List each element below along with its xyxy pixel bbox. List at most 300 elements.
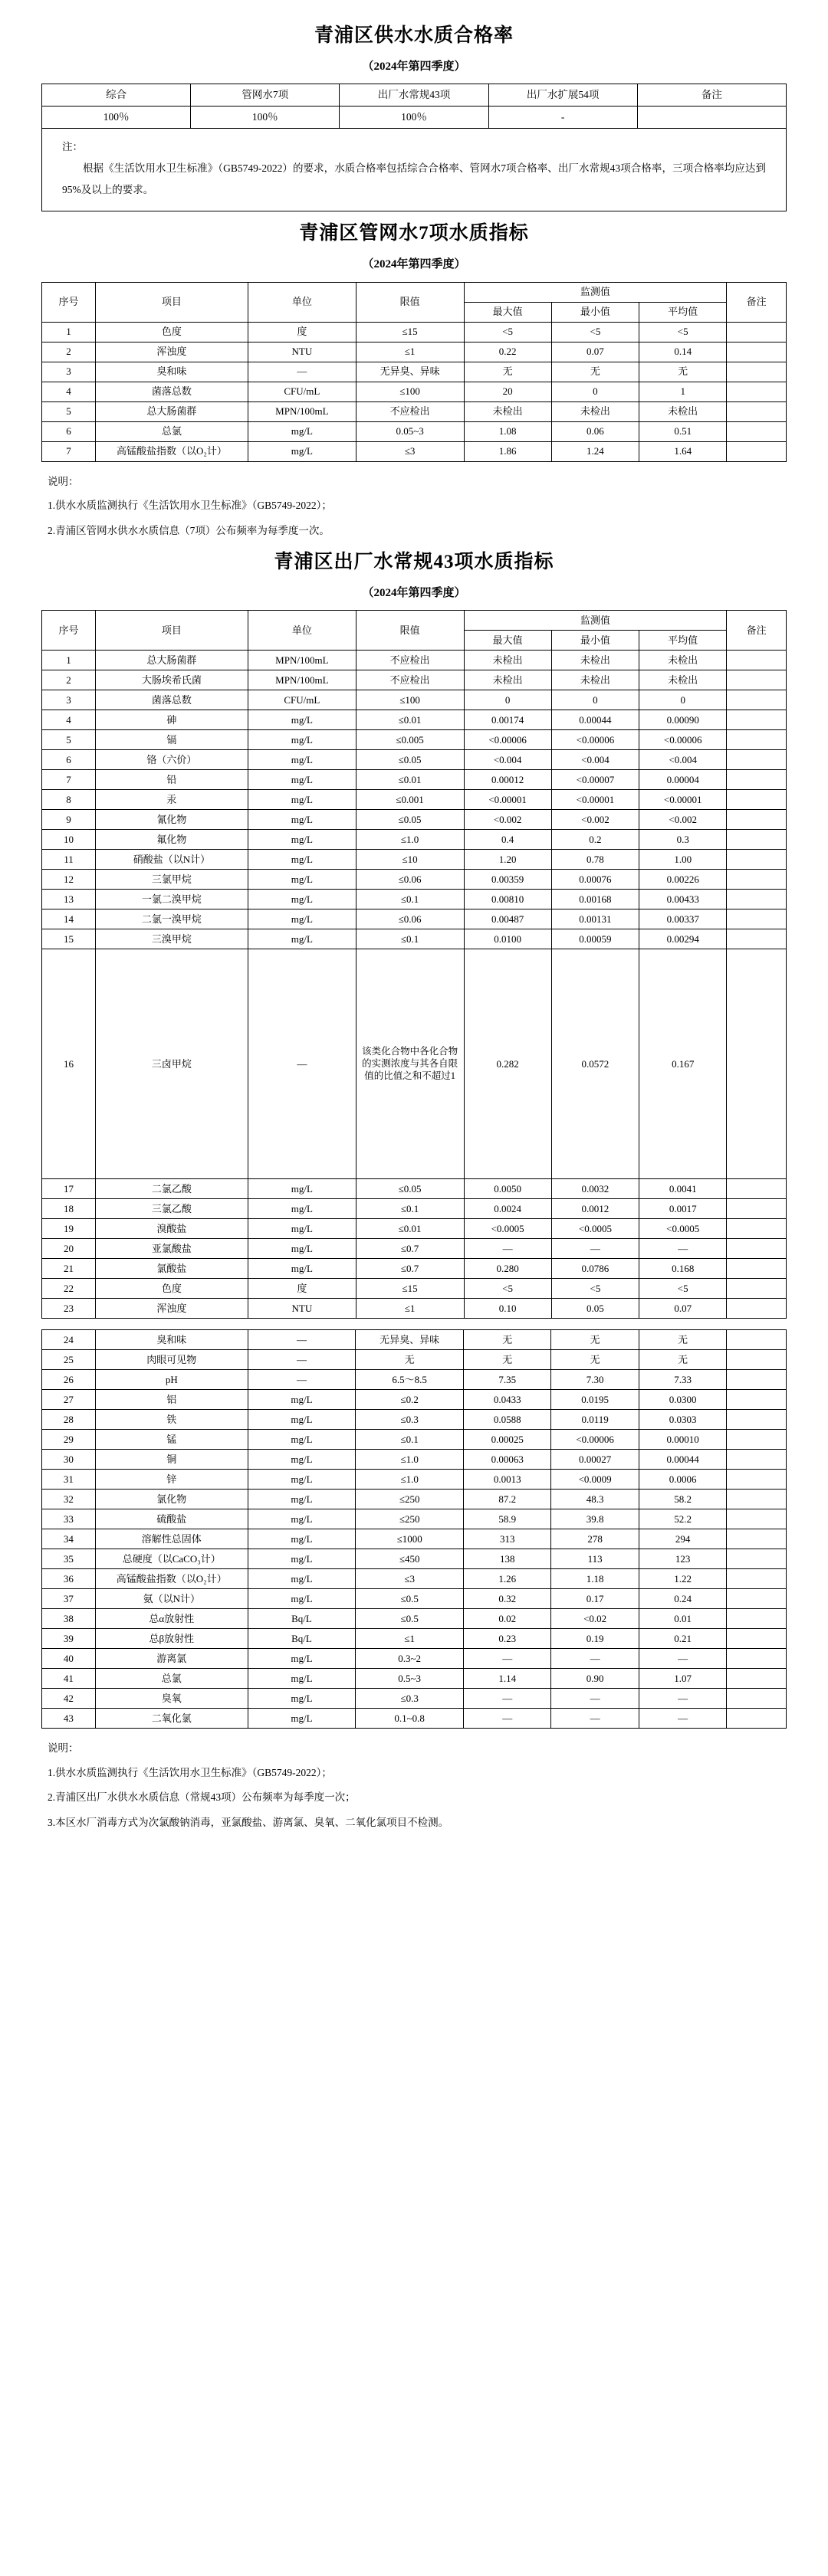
row-min: — bbox=[551, 1689, 639, 1709]
row-max: 0.4 bbox=[464, 830, 551, 850]
row-no: 2 bbox=[42, 342, 96, 362]
row-remark bbox=[727, 1199, 787, 1219]
row-item: 总氯 bbox=[95, 1669, 248, 1689]
row-no: 38 bbox=[42, 1609, 96, 1629]
row-item: 菌落总数 bbox=[95, 382, 248, 401]
row-no: 5 bbox=[42, 730, 96, 750]
row-unit: 度 bbox=[248, 1279, 356, 1299]
row-min: <5 bbox=[551, 1279, 639, 1299]
row-max: <0.004 bbox=[464, 750, 551, 770]
row-max: — bbox=[463, 1709, 550, 1729]
row-max: 0.00063 bbox=[463, 1450, 550, 1470]
row-unit: mg/L bbox=[248, 1589, 356, 1609]
row-item: 氯酸盐 bbox=[95, 1259, 248, 1279]
row-max: 无 bbox=[463, 1350, 550, 1370]
row-item: 氯化物 bbox=[95, 1490, 248, 1509]
row-unit: mg/L bbox=[248, 421, 356, 441]
row-unit: mg/L bbox=[248, 850, 356, 870]
row-avg: 0.00090 bbox=[639, 710, 727, 730]
row-remark bbox=[727, 382, 787, 401]
note-body: 根据《生活饮用水卫生标准》（GB5749-2022）的要求，水质合格率包括综合合格率、管网水7项合格率、出厂水常规43项合格率，三项合格率均应达到95%及以上的要求。 bbox=[62, 162, 766, 195]
row-no: 36 bbox=[42, 1569, 96, 1589]
pass-rate-note bbox=[41, 129, 787, 211]
row-item: 二氯乙酸 bbox=[95, 1179, 248, 1199]
row-min: 0.00059 bbox=[551, 929, 639, 949]
table-row bbox=[42, 1299, 787, 1319]
row-limit: ≤0.06 bbox=[356, 909, 464, 929]
row-item: pH bbox=[95, 1370, 248, 1390]
row-no: 29 bbox=[42, 1430, 96, 1450]
row-min: 0 bbox=[551, 382, 639, 401]
row-unit: mg/L bbox=[248, 1649, 356, 1669]
row-limit: ≤15 bbox=[356, 1279, 464, 1299]
table-row bbox=[42, 1410, 787, 1430]
row-no: 7 bbox=[42, 441, 96, 461]
row-item: 铅 bbox=[95, 770, 248, 790]
row-no: 15 bbox=[42, 929, 96, 949]
row-max: 0.282 bbox=[464, 949, 551, 1179]
row-unit: mg/L bbox=[248, 1430, 356, 1450]
row-no: 9 bbox=[42, 810, 96, 830]
row-max: 无 bbox=[463, 1330, 550, 1350]
row-avg: 未检出 bbox=[639, 401, 727, 421]
row-item: 溶解性总固体 bbox=[95, 1529, 248, 1549]
row-limit: ≤0.7 bbox=[356, 1239, 464, 1259]
row-unit: mg/L bbox=[248, 1490, 356, 1509]
row-unit: mg/L bbox=[248, 1669, 356, 1689]
row-no: 8 bbox=[42, 790, 96, 810]
row-avg: 0.00433 bbox=[639, 890, 727, 909]
table-row bbox=[42, 1450, 787, 1470]
row-item: 锰 bbox=[95, 1430, 248, 1450]
row-item: 氰化物 bbox=[95, 810, 248, 830]
table-row bbox=[42, 710, 787, 730]
row-item: 锌 bbox=[95, 1470, 248, 1490]
row-no: 4 bbox=[42, 710, 96, 730]
row-item: 色度 bbox=[95, 1279, 248, 1299]
row-no: 21 bbox=[42, 1259, 96, 1279]
row-unit: mg/L bbox=[248, 1390, 356, 1410]
row-max: — bbox=[464, 1239, 551, 1259]
row-unit: — bbox=[248, 1350, 356, 1370]
row-limit: ≤450 bbox=[356, 1549, 464, 1569]
row-max: 20 bbox=[464, 382, 551, 401]
table-row bbox=[42, 1279, 787, 1299]
row-limit: ≤0.3 bbox=[356, 1689, 464, 1709]
table-row bbox=[42, 1239, 787, 1259]
row-limit: ≤0.5 bbox=[356, 1609, 464, 1629]
row-avg: <0.0005 bbox=[639, 1219, 727, 1239]
row-no: 24 bbox=[42, 1330, 96, 1350]
row-unit: 度 bbox=[248, 322, 356, 342]
table-row bbox=[42, 382, 787, 401]
row-no: 26 bbox=[42, 1370, 96, 1390]
row-max: <0.00001 bbox=[464, 790, 551, 810]
row-unit: mg/L bbox=[248, 1470, 356, 1490]
row-remark bbox=[727, 651, 787, 670]
row-unit: mg/L bbox=[248, 790, 356, 810]
row-limit: ≤1000 bbox=[356, 1529, 464, 1549]
value-plant-routine-43: 100％ bbox=[340, 107, 488, 129]
row-max: 未检出 bbox=[464, 651, 551, 670]
row-remark bbox=[727, 710, 787, 730]
row-avg: 0.21 bbox=[639, 1629, 726, 1649]
col-limit: 限值 bbox=[356, 282, 464, 322]
row-avg: 0.168 bbox=[639, 1259, 727, 1279]
row-max: 0.23 bbox=[463, 1629, 550, 1649]
row-unit: mg/L bbox=[248, 1450, 356, 1470]
row-no: 23 bbox=[42, 1299, 96, 1319]
row-limit: ≤0.05 bbox=[356, 750, 464, 770]
table-row bbox=[42, 441, 787, 461]
row-item: 硫酸盐 bbox=[95, 1509, 248, 1529]
table-header-row bbox=[42, 84, 787, 107]
table-row bbox=[42, 1509, 787, 1529]
row-limit: ≤0.005 bbox=[356, 730, 464, 750]
row-no: 16 bbox=[42, 949, 96, 1179]
table-row bbox=[42, 730, 787, 750]
row-max: 87.2 bbox=[463, 1490, 550, 1509]
row-avg: 0.00337 bbox=[639, 909, 727, 929]
row-remark bbox=[727, 730, 787, 750]
row-remark bbox=[727, 1450, 787, 1470]
row-item: 亚氯酸盐 bbox=[95, 1239, 248, 1259]
row-avg: — bbox=[639, 1239, 727, 1259]
row-min: 未检出 bbox=[551, 670, 639, 690]
section-plant-routine-43 bbox=[0, 549, 828, 1828]
row-avg: <0.002 bbox=[639, 810, 727, 830]
row-min: <0.00001 bbox=[551, 790, 639, 810]
row-item: 汞 bbox=[95, 790, 248, 810]
row-min: 39.8 bbox=[551, 1509, 639, 1529]
row-remark bbox=[727, 362, 787, 382]
row-no: 14 bbox=[42, 909, 96, 929]
row-avg: 0.00004 bbox=[639, 770, 727, 790]
row-limit: ≤0.1 bbox=[356, 929, 464, 949]
row-unit: mg/L bbox=[248, 890, 356, 909]
row-item: 一氯二溴甲烷 bbox=[95, 890, 248, 909]
row-no: 19 bbox=[42, 1219, 96, 1239]
plant-routine-43-body-a bbox=[42, 651, 787, 1319]
row-unit: CFU/mL bbox=[248, 690, 356, 710]
row-min: <0.0005 bbox=[551, 1219, 639, 1239]
row-remark bbox=[727, 1390, 787, 1410]
row-min: 0 bbox=[551, 690, 639, 710]
value-comprehensive: 100％ bbox=[42, 107, 191, 129]
row-limit: ≤250 bbox=[356, 1509, 464, 1529]
table-row bbox=[42, 1199, 787, 1219]
row-item: 三溴甲烷 bbox=[95, 929, 248, 949]
row-avg: 0.0017 bbox=[639, 1199, 727, 1219]
row-limit: ≤100 bbox=[356, 690, 464, 710]
row-no: 10 bbox=[42, 830, 96, 850]
table-row bbox=[42, 1589, 787, 1609]
col-no: 序号 bbox=[42, 282, 96, 322]
row-min: <5 bbox=[551, 322, 639, 342]
plant-routine-table-wrap bbox=[0, 610, 828, 1828]
row-limit: 无异臭、异味 bbox=[356, 362, 464, 382]
row-unit: mg/L bbox=[248, 1179, 356, 1199]
row-item: 浑浊度 bbox=[95, 1299, 248, 1319]
section-pass-rate bbox=[0, 23, 828, 211]
explain-line: 1.供水水质监测执行《生活饮用水卫生标准》（GB5749-2022）； bbox=[48, 500, 332, 512]
row-item: 总硬度（以CaCO₃计） bbox=[95, 1549, 248, 1569]
table-row bbox=[42, 909, 787, 929]
row-max: 0.32 bbox=[463, 1589, 550, 1609]
col-remark: 备注 bbox=[727, 282, 787, 322]
row-remark bbox=[727, 750, 787, 770]
row-avg: 0.07 bbox=[639, 1299, 727, 1319]
row-remark bbox=[727, 1259, 787, 1279]
row-no: 7 bbox=[42, 770, 96, 790]
col-no: 序号 bbox=[42, 611, 96, 651]
row-unit: mg/L bbox=[248, 770, 356, 790]
row-remark bbox=[727, 909, 787, 929]
table-row bbox=[42, 322, 787, 342]
row-unit: NTU bbox=[248, 342, 356, 362]
row-unit: mg/L bbox=[248, 1219, 356, 1239]
row-no: 43 bbox=[42, 1709, 96, 1729]
row-remark bbox=[727, 670, 787, 690]
row-max: 1.08 bbox=[464, 421, 551, 441]
row-remark bbox=[727, 1709, 787, 1729]
table-row bbox=[42, 1370, 787, 1390]
row-no: 30 bbox=[42, 1450, 96, 1470]
pipe-network-table-wrap bbox=[0, 282, 828, 537]
row-max: <0.00006 bbox=[464, 730, 551, 750]
row-min: 未检出 bbox=[551, 401, 639, 421]
explain-title: 说明： bbox=[48, 475, 79, 487]
row-max: 0.00025 bbox=[463, 1430, 550, 1450]
row-limit: ≤1.0 bbox=[356, 830, 464, 850]
section3-subtitle: （2024年第四季度） bbox=[362, 586, 466, 599]
row-avg: 0.00226 bbox=[639, 870, 727, 890]
row-no: 1 bbox=[42, 322, 96, 342]
row-item: 大肠埃希氏菌 bbox=[95, 670, 248, 690]
row-limit: ≤1 bbox=[356, 342, 464, 362]
row-limit: ≤0.001 bbox=[356, 790, 464, 810]
row-remark bbox=[727, 790, 787, 810]
row-no: 3 bbox=[42, 690, 96, 710]
row-unit: mg/L bbox=[248, 1709, 356, 1729]
table-row bbox=[42, 929, 787, 949]
row-max: 0.0050 bbox=[464, 1179, 551, 1199]
row-no: 35 bbox=[42, 1549, 96, 1569]
row-avg: 7.33 bbox=[639, 1370, 726, 1390]
row-limit: ≤0.7 bbox=[356, 1259, 464, 1279]
row-max: 无 bbox=[464, 362, 551, 382]
row-avg: — bbox=[639, 1649, 726, 1669]
table-row bbox=[42, 401, 787, 421]
row-min: 0.0012 bbox=[551, 1199, 639, 1219]
row-item: 总氯 bbox=[95, 421, 248, 441]
row-remark bbox=[727, 1490, 787, 1509]
row-item: 臭和味 bbox=[95, 1330, 248, 1350]
row-item: 铝 bbox=[95, 1390, 248, 1410]
col-avg: 平均值 bbox=[639, 631, 727, 651]
table-row bbox=[42, 1390, 787, 1410]
row-max: 0.00487 bbox=[464, 909, 551, 929]
table-row bbox=[42, 651, 787, 670]
row-min: 0.19 bbox=[551, 1629, 639, 1649]
row-remark bbox=[727, 1219, 787, 1239]
row-min: 0.0786 bbox=[551, 1259, 639, 1279]
row-limit: 该类化合物中各化合物的实测浓度与其各自限值的比值之和不超过1 bbox=[356, 949, 464, 1179]
plant-routine-43-table-part2 bbox=[41, 1329, 787, 1729]
row-unit: — bbox=[248, 1370, 356, 1390]
row-remark bbox=[727, 401, 787, 421]
row-remark bbox=[727, 830, 787, 850]
row-min: 未检出 bbox=[551, 651, 639, 670]
explain-line: 1.供水水质监测执行《生活饮用水卫生标准》（GB5749-2022）； bbox=[48, 1766, 332, 1778]
row-avg: 0.00044 bbox=[639, 1450, 726, 1470]
row-avg: <0.004 bbox=[639, 750, 727, 770]
plant-routine-43-body-b bbox=[42, 1330, 787, 1729]
table-row bbox=[42, 1649, 787, 1669]
row-max: 58.9 bbox=[463, 1509, 550, 1529]
row-limit: ≤1.0 bbox=[356, 1470, 464, 1490]
row-remark bbox=[727, 1509, 787, 1529]
row-item: 总大肠菌群 bbox=[95, 401, 248, 421]
col-min: 最小值 bbox=[551, 631, 639, 651]
row-item: 总α放射性 bbox=[95, 1609, 248, 1629]
row-remark bbox=[727, 1569, 787, 1589]
row-avg: <5 bbox=[639, 1279, 727, 1299]
row-item: 氟化物 bbox=[95, 830, 248, 850]
row-item: 菌落总数 bbox=[95, 690, 248, 710]
row-min: 0.0119 bbox=[551, 1410, 639, 1430]
col-unit: 单位 bbox=[248, 282, 356, 322]
row-min: — bbox=[551, 1239, 639, 1259]
explain-line: 2.青浦区管网水供水水质信息（7项）公布频率为每季度一次。 bbox=[48, 524, 330, 536]
table-row bbox=[42, 750, 787, 770]
section-pipe-network-7 bbox=[0, 221, 828, 536]
row-item: 镉 bbox=[95, 730, 248, 750]
row-limit: 0.05~3 bbox=[356, 421, 464, 441]
row-unit: mg/L bbox=[248, 830, 356, 850]
row-remark bbox=[727, 1649, 787, 1669]
row-avg: 0.0303 bbox=[639, 1410, 726, 1430]
col-avg: 平均值 bbox=[639, 302, 727, 322]
col-min: 最小值 bbox=[551, 302, 639, 322]
row-remark bbox=[727, 1629, 787, 1649]
row-min: 无 bbox=[551, 1350, 639, 1370]
table-row bbox=[42, 790, 787, 810]
row-avg: 58.2 bbox=[639, 1490, 726, 1509]
table-row bbox=[42, 1179, 787, 1199]
page-subtitle: （2024年第四季度） bbox=[362, 60, 466, 73]
row-min: 0.2 bbox=[551, 830, 639, 850]
row-limit: ≤0.3 bbox=[356, 1410, 464, 1430]
table-row bbox=[42, 890, 787, 909]
row-item: 总大肠菌群 bbox=[95, 651, 248, 670]
row-no: 4 bbox=[42, 382, 96, 401]
table-row bbox=[42, 1430, 787, 1450]
row-remark bbox=[727, 1330, 787, 1350]
table-row bbox=[42, 107, 787, 129]
row-limit: ≤1 bbox=[356, 1629, 464, 1649]
row-max: 0.0433 bbox=[463, 1390, 550, 1410]
row-remark bbox=[727, 1299, 787, 1319]
row-min: 0.0032 bbox=[551, 1179, 639, 1199]
row-no: 18 bbox=[42, 1199, 96, 1219]
row-max: 1.26 bbox=[463, 1569, 550, 1589]
row-limit: 不应检出 bbox=[356, 651, 464, 670]
row-item: 总β放射性 bbox=[95, 1629, 248, 1649]
value-remark bbox=[637, 107, 786, 129]
row-item: 游离氯 bbox=[95, 1649, 248, 1669]
row-limit: ≤0.1 bbox=[356, 1430, 464, 1450]
row-item: 色度 bbox=[95, 322, 248, 342]
row-unit: NTU bbox=[248, 1299, 356, 1319]
row-no: 5 bbox=[42, 401, 96, 421]
row-limit: 不应检出 bbox=[356, 670, 464, 690]
table-row bbox=[42, 1259, 787, 1279]
table-split-gap bbox=[41, 1319, 787, 1329]
row-remark bbox=[727, 322, 787, 342]
row-remark bbox=[727, 1179, 787, 1199]
row-item: 臭和味 bbox=[95, 362, 248, 382]
row-no: 3 bbox=[42, 362, 96, 382]
row-avg: — bbox=[639, 1709, 726, 1729]
row-item: 高锰酸盐指数（以O₂计） bbox=[95, 1569, 248, 1589]
row-item: 铬（六价） bbox=[95, 750, 248, 770]
row-avg: 0.0006 bbox=[639, 1470, 726, 1490]
row-avg: 123 bbox=[639, 1549, 726, 1569]
row-remark bbox=[727, 1609, 787, 1629]
row-min: 0.07 bbox=[551, 342, 639, 362]
table-row bbox=[42, 1609, 787, 1629]
row-avg: 1.00 bbox=[639, 850, 727, 870]
row-no: 6 bbox=[42, 421, 96, 441]
row-item: 硝酸盐（以N计） bbox=[95, 850, 248, 870]
row-max: — bbox=[463, 1689, 550, 1709]
row-remark bbox=[727, 1529, 787, 1549]
row-min: 0.0572 bbox=[551, 949, 639, 1179]
row-min: 7.30 bbox=[551, 1370, 639, 1390]
row-max: 0.280 bbox=[464, 1259, 551, 1279]
row-unit: mg/L bbox=[248, 1259, 356, 1279]
row-avg: 0.01 bbox=[639, 1609, 726, 1629]
row-remark bbox=[727, 1589, 787, 1609]
row-max: 0.10 bbox=[464, 1299, 551, 1319]
col-comprehensive: 综合 bbox=[42, 84, 191, 107]
row-remark bbox=[727, 441, 787, 461]
section2-subtitle: （2024年第四季度） bbox=[362, 258, 466, 271]
row-limit: 0.1~0.8 bbox=[356, 1709, 464, 1729]
pipe-network-7-body bbox=[42, 322, 787, 461]
col-unit: 单位 bbox=[248, 611, 356, 651]
row-no: 32 bbox=[42, 1490, 96, 1509]
row-max: 0.0588 bbox=[463, 1410, 550, 1430]
row-no: 28 bbox=[42, 1410, 96, 1430]
row-avg: 0.24 bbox=[639, 1589, 726, 1609]
row-unit: — bbox=[248, 1330, 356, 1350]
row-no: 25 bbox=[42, 1350, 96, 1370]
row-unit: mg/L bbox=[248, 1410, 356, 1430]
row-unit: mg/L bbox=[248, 1239, 356, 1259]
row-avg: <0.00006 bbox=[639, 730, 727, 750]
row-max: 1.14 bbox=[463, 1669, 550, 1689]
row-limit: ≤3 bbox=[356, 441, 464, 461]
col-remark: 备注 bbox=[637, 84, 786, 107]
table-row bbox=[42, 1470, 787, 1490]
row-max: <5 bbox=[464, 322, 551, 342]
row-item: 二氯一溴甲烷 bbox=[95, 909, 248, 929]
row-no: 22 bbox=[42, 1279, 96, 1299]
row-max: <0.0005 bbox=[464, 1219, 551, 1239]
row-no: 40 bbox=[42, 1649, 96, 1669]
